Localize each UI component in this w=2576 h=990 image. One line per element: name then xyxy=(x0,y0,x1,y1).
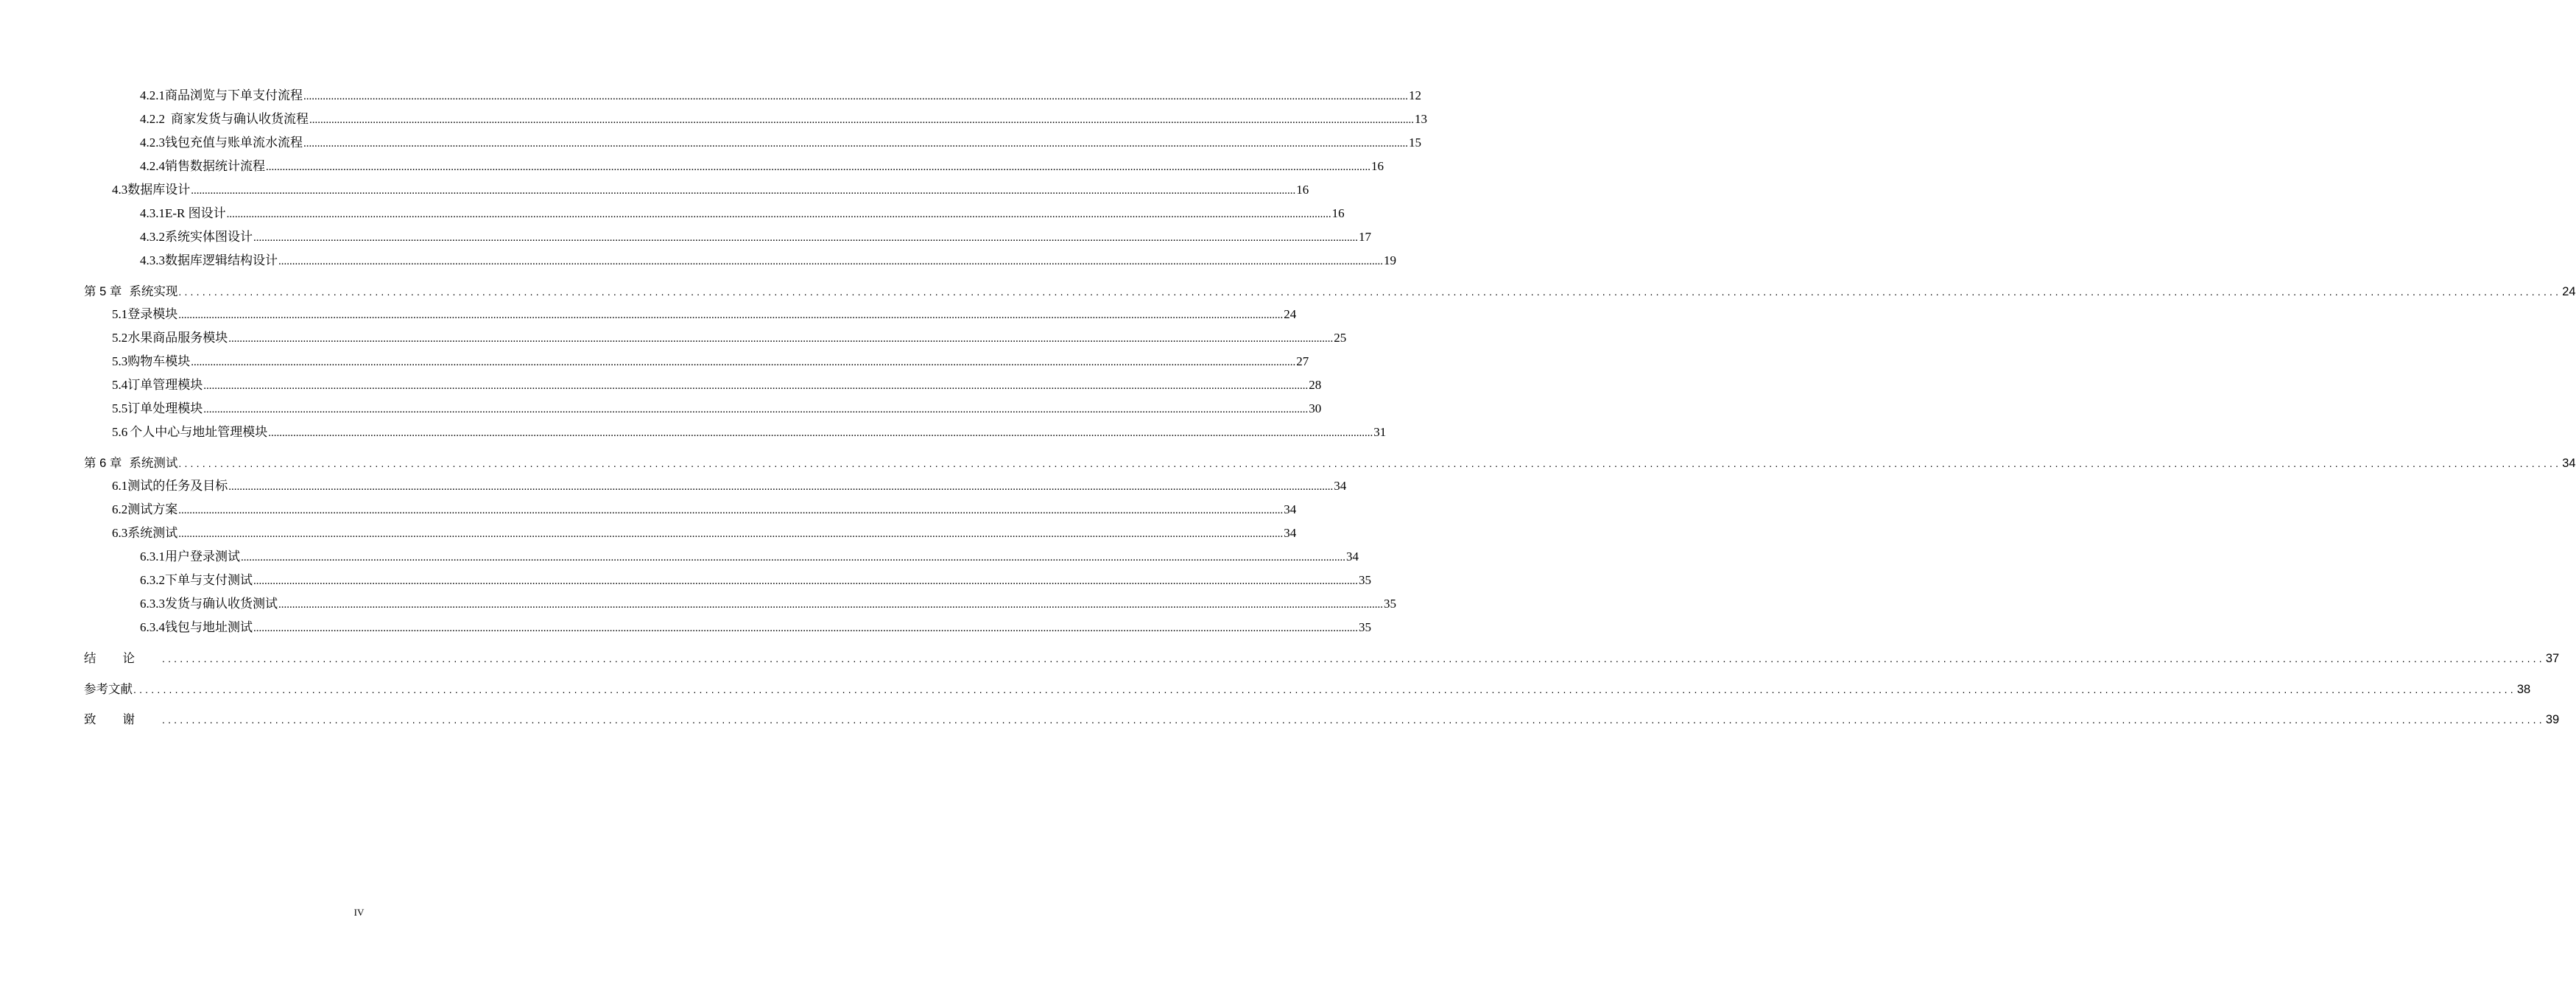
toc-leader-dots: ................................................................................................................................................................................................................................................................................................................................................................................................................ xyxy=(191,357,1296,368)
toc-entry xyxy=(140,158,1384,175)
toc-entry-number: 5.1 xyxy=(112,307,128,321)
toc-entry-label: 钱包充值与账单流水流程 xyxy=(165,136,303,150)
toc-entry-page: 17 xyxy=(1359,230,1371,244)
toc-entry-number: 第 5 章 xyxy=(84,285,122,298)
toc-leader-dots: ................................................................................................................................................................................................................................................................................................................................................................................................................ xyxy=(203,404,1309,415)
toc-leader-dots: ................................................................................................................................................................................................................................................................................................................................................................................................................ xyxy=(133,684,2516,695)
toc-entry xyxy=(112,477,1347,495)
toc-leader-dots: ................................................................................................................................................................................................................................................................................................................................................................................................................ xyxy=(278,599,1383,611)
toc-entry-page: 16 xyxy=(1371,159,1384,173)
toc-entry-number: 6.3.4 xyxy=(140,620,165,634)
toc-entry-label: 参考文献 xyxy=(84,683,133,696)
toc-entry-number: 4.3.1 xyxy=(140,206,165,220)
toc-entry-label: 登录模块 xyxy=(127,307,178,321)
toc-leader-dots: ................................................................................................................................................................................................................................................................................................................................................................................................................ xyxy=(191,185,1296,197)
toc-chapter-entry xyxy=(84,711,2560,729)
toc-leader-dots: ................................................................................................................................................................................................................................................................................................................................................................................................................ xyxy=(228,481,1334,493)
toc-entry-label: 数据库逻辑结构设计 xyxy=(165,253,278,267)
toc-entry-label: 发货与确认收货测试 xyxy=(165,597,278,611)
toc-entry-page: 15 xyxy=(1409,136,1421,150)
toc-leader-dots: ................................................................................................................................................................................................................................................................................................................................................................................................................ xyxy=(253,575,1358,587)
toc-entry xyxy=(112,329,1347,347)
toc-entry xyxy=(112,306,1297,323)
toc-entry-label: 钱包与地址测试 xyxy=(165,620,253,634)
toc-leader-dots: ................................................................................................................................................................................................................................................................................................................................................................................................................ xyxy=(178,309,1284,321)
toc-entry xyxy=(112,181,1309,199)
page-number-footer: IV xyxy=(353,907,365,918)
toc-entry-page: 34 xyxy=(1346,550,1359,564)
toc-leader-dots: ................................................................................................................................................................................................................................................................................................................................................................................................................ xyxy=(241,552,1345,564)
toc-leader-dots: ................................................................................................................................................................................................................................................................................................................................................................................................................ xyxy=(253,622,1358,634)
toc-entry xyxy=(140,205,1345,222)
toc-entry-label: 订单管理模块 xyxy=(127,378,203,392)
toc-entry-number: 第 6 章 xyxy=(84,457,122,470)
toc-entry-label: 系统测试 xyxy=(129,457,178,470)
toc-entry-page: 13 xyxy=(1415,112,1427,126)
toc-entry xyxy=(140,87,1421,105)
toc-entry xyxy=(140,134,1421,152)
toc-entry-page: 35 xyxy=(1359,573,1371,587)
toc-entry-number: 5.2 xyxy=(112,331,128,345)
toc-entry-label: 下单与支付测试 xyxy=(165,573,253,587)
toc-entry-number: 6.1 xyxy=(112,479,128,493)
toc-entry xyxy=(140,548,1359,566)
toc-chapter-entry xyxy=(84,283,2576,301)
toc-leader-dots: ................................................................................................................................................................................................................................................................................................................................................................................................................ xyxy=(203,380,1309,392)
toc-chapter-entry xyxy=(84,650,2560,667)
toc-entry-label: 测试的任务及目标 xyxy=(127,479,228,493)
toc-entry-number: 4.3.2 xyxy=(140,230,165,244)
toc-entry-number: 5.6 xyxy=(112,425,128,439)
toc-entry-label: 商家发货与确认收货流程 xyxy=(171,112,309,126)
toc-entry-label: 水果商品服务模块 xyxy=(127,331,228,345)
toc-entry-page: 28 xyxy=(1309,378,1322,392)
toc-entry-number: 6.3.2 xyxy=(140,573,165,587)
toc-entry-label: 用户登录测试 xyxy=(165,550,240,564)
toc-entry-page: 39 xyxy=(2545,713,2560,726)
toc-entry-page: 25 xyxy=(1334,331,1347,345)
toc-entry-page: 27 xyxy=(1296,354,1309,368)
toc-leader-dots: ................................................................................................................................................................................................................................................................................................................................................................................................................ xyxy=(303,91,1408,102)
toc-entry xyxy=(140,595,1396,613)
toc-entry-label: 商品浏览与下单支付流程 xyxy=(165,88,303,102)
toc-entry-number: 4.2.2 xyxy=(140,112,165,126)
toc-entry xyxy=(112,376,1322,394)
toc-entry-number: 6.3.3 xyxy=(140,597,165,611)
toc-entry-page: 19 xyxy=(1384,253,1396,267)
toc-entry xyxy=(140,110,1427,128)
toc-leader-dots: ................................................................................................................................................................................................................................................................................................................................................................................................................ xyxy=(178,528,1284,540)
toc-leader-dots: ................................................................................................................................................................................................................................................................................................................................................................................................................ xyxy=(268,427,1373,439)
toc-entry-page: 34 xyxy=(1284,526,1297,540)
toc-entry xyxy=(112,353,1309,371)
toc-entry-label: 系统实体图设计 xyxy=(165,230,253,244)
toc-chapter-entry xyxy=(84,454,2576,472)
toc-leader-dots: ................................................................................................................................................................................................................................................................................................................................................................................................................ xyxy=(178,457,2562,469)
toc-entry xyxy=(140,572,1371,589)
toc-entry-page: 24 xyxy=(1284,307,1297,321)
toc-entry-label: 订单处理模块 xyxy=(127,401,203,415)
toc-entry-number: 4.2.4 xyxy=(140,159,165,173)
toc-entry-label: 致谢 xyxy=(84,713,161,726)
toc-leader-dots: ................................................................................................................................................................................................................................................................................................................................................................................................................ xyxy=(309,114,1414,126)
toc-entry-number: 5.3 xyxy=(112,354,128,368)
toc-entry-number: 6.2 xyxy=(112,502,128,516)
toc-entry xyxy=(112,424,1387,441)
toc-entry-page: 38 xyxy=(2516,683,2531,696)
toc-entry xyxy=(112,400,1322,418)
toc-entry-number: 4.3.3 xyxy=(140,253,165,267)
toc-entry-label: 系统测试 xyxy=(127,526,178,540)
toc-leader-dots: ................................................................................................................................................................................................................................................................................................................................................................................................................ xyxy=(266,161,1370,173)
toc-entry-page: 34 xyxy=(1284,502,1297,516)
toc-leader-dots: ................................................................................................................................................................................................................................................................................................................................................................................................................ xyxy=(178,505,1284,516)
toc-entry-page: 35 xyxy=(1359,620,1371,634)
toc-entry-label: 测试方案 xyxy=(127,502,178,516)
toc-entry-page: 12 xyxy=(1409,88,1421,102)
toc-leader-dots: ................................................................................................................................................................................................................................................................................................................................................................................................................ xyxy=(228,333,1334,345)
toc-chapter-entry xyxy=(84,681,2531,698)
toc-entry-page: 24 xyxy=(2562,285,2576,298)
toc-leader-dots: ................................................................................................................................................................................................................................................................................................................................................................................................................ xyxy=(303,138,1408,150)
toc-leader-dots: ................................................................................................................................................................................................................................................................................................................................................................................................................ xyxy=(178,286,2562,298)
toc-entry-number: 5.5 xyxy=(112,401,128,415)
toc-entry xyxy=(140,228,1371,246)
toc-entry-page: 30 xyxy=(1309,401,1322,415)
toc-entry-label: 购物车模块 xyxy=(127,354,191,368)
toc-entry-number: 4.2.1 xyxy=(140,88,165,102)
toc-entry-label: 系统实现 xyxy=(129,285,178,298)
toc-entry-label: 结论 xyxy=(84,652,161,665)
toc-entry-label: E-R 图设计 xyxy=(165,206,226,220)
toc-entry-number: 6.3 xyxy=(112,526,128,540)
toc-entry-number: 5.4 xyxy=(112,378,128,392)
toc-entry-label: 数据库设计 xyxy=(127,183,191,197)
toc-entry xyxy=(112,501,1297,519)
toc-entry-number: 4.2.3 xyxy=(140,136,165,150)
toc-entry-page: 16 xyxy=(1331,206,1345,220)
toc-entry xyxy=(112,524,1297,542)
toc-leader-dots: ................................................................................................................................................................................................................................................................................................................................................................................................................ xyxy=(162,714,2545,726)
toc-entry-number: 4.3 xyxy=(112,183,128,197)
toc-entry-page: 35 xyxy=(1384,597,1396,611)
toc-leader-dots: ................................................................................................................................................................................................................................................................................................................................................................................................................ xyxy=(253,232,1358,244)
toc-entry-number: 6.3.1 xyxy=(140,550,165,564)
toc-leader-dots: ................................................................................................................................................................................................................................................................................................................................................................................................................ xyxy=(162,653,2545,664)
toc-entry-page: 31 xyxy=(1373,425,1387,439)
toc-entry xyxy=(140,619,1371,636)
toc-leader-dots: ................................................................................................................................................................................................................................................................................................................................................................................................................ xyxy=(278,256,1383,267)
toc-entry-page: 34 xyxy=(2562,457,2576,470)
toc-entry-page: 16 xyxy=(1296,183,1309,197)
toc-entry-page: 34 xyxy=(1334,479,1347,493)
toc-leader-dots: ................................................................................................................................................................................................................................................................................................................................................................................................................ xyxy=(226,208,1331,220)
toc-entry xyxy=(140,252,1396,270)
toc-entry-label: 销售数据统计流程 xyxy=(165,159,265,173)
toc-entry-label: 个人中心与地址管理模块 xyxy=(130,425,268,439)
toc-entry-page: 37 xyxy=(2545,652,2560,665)
